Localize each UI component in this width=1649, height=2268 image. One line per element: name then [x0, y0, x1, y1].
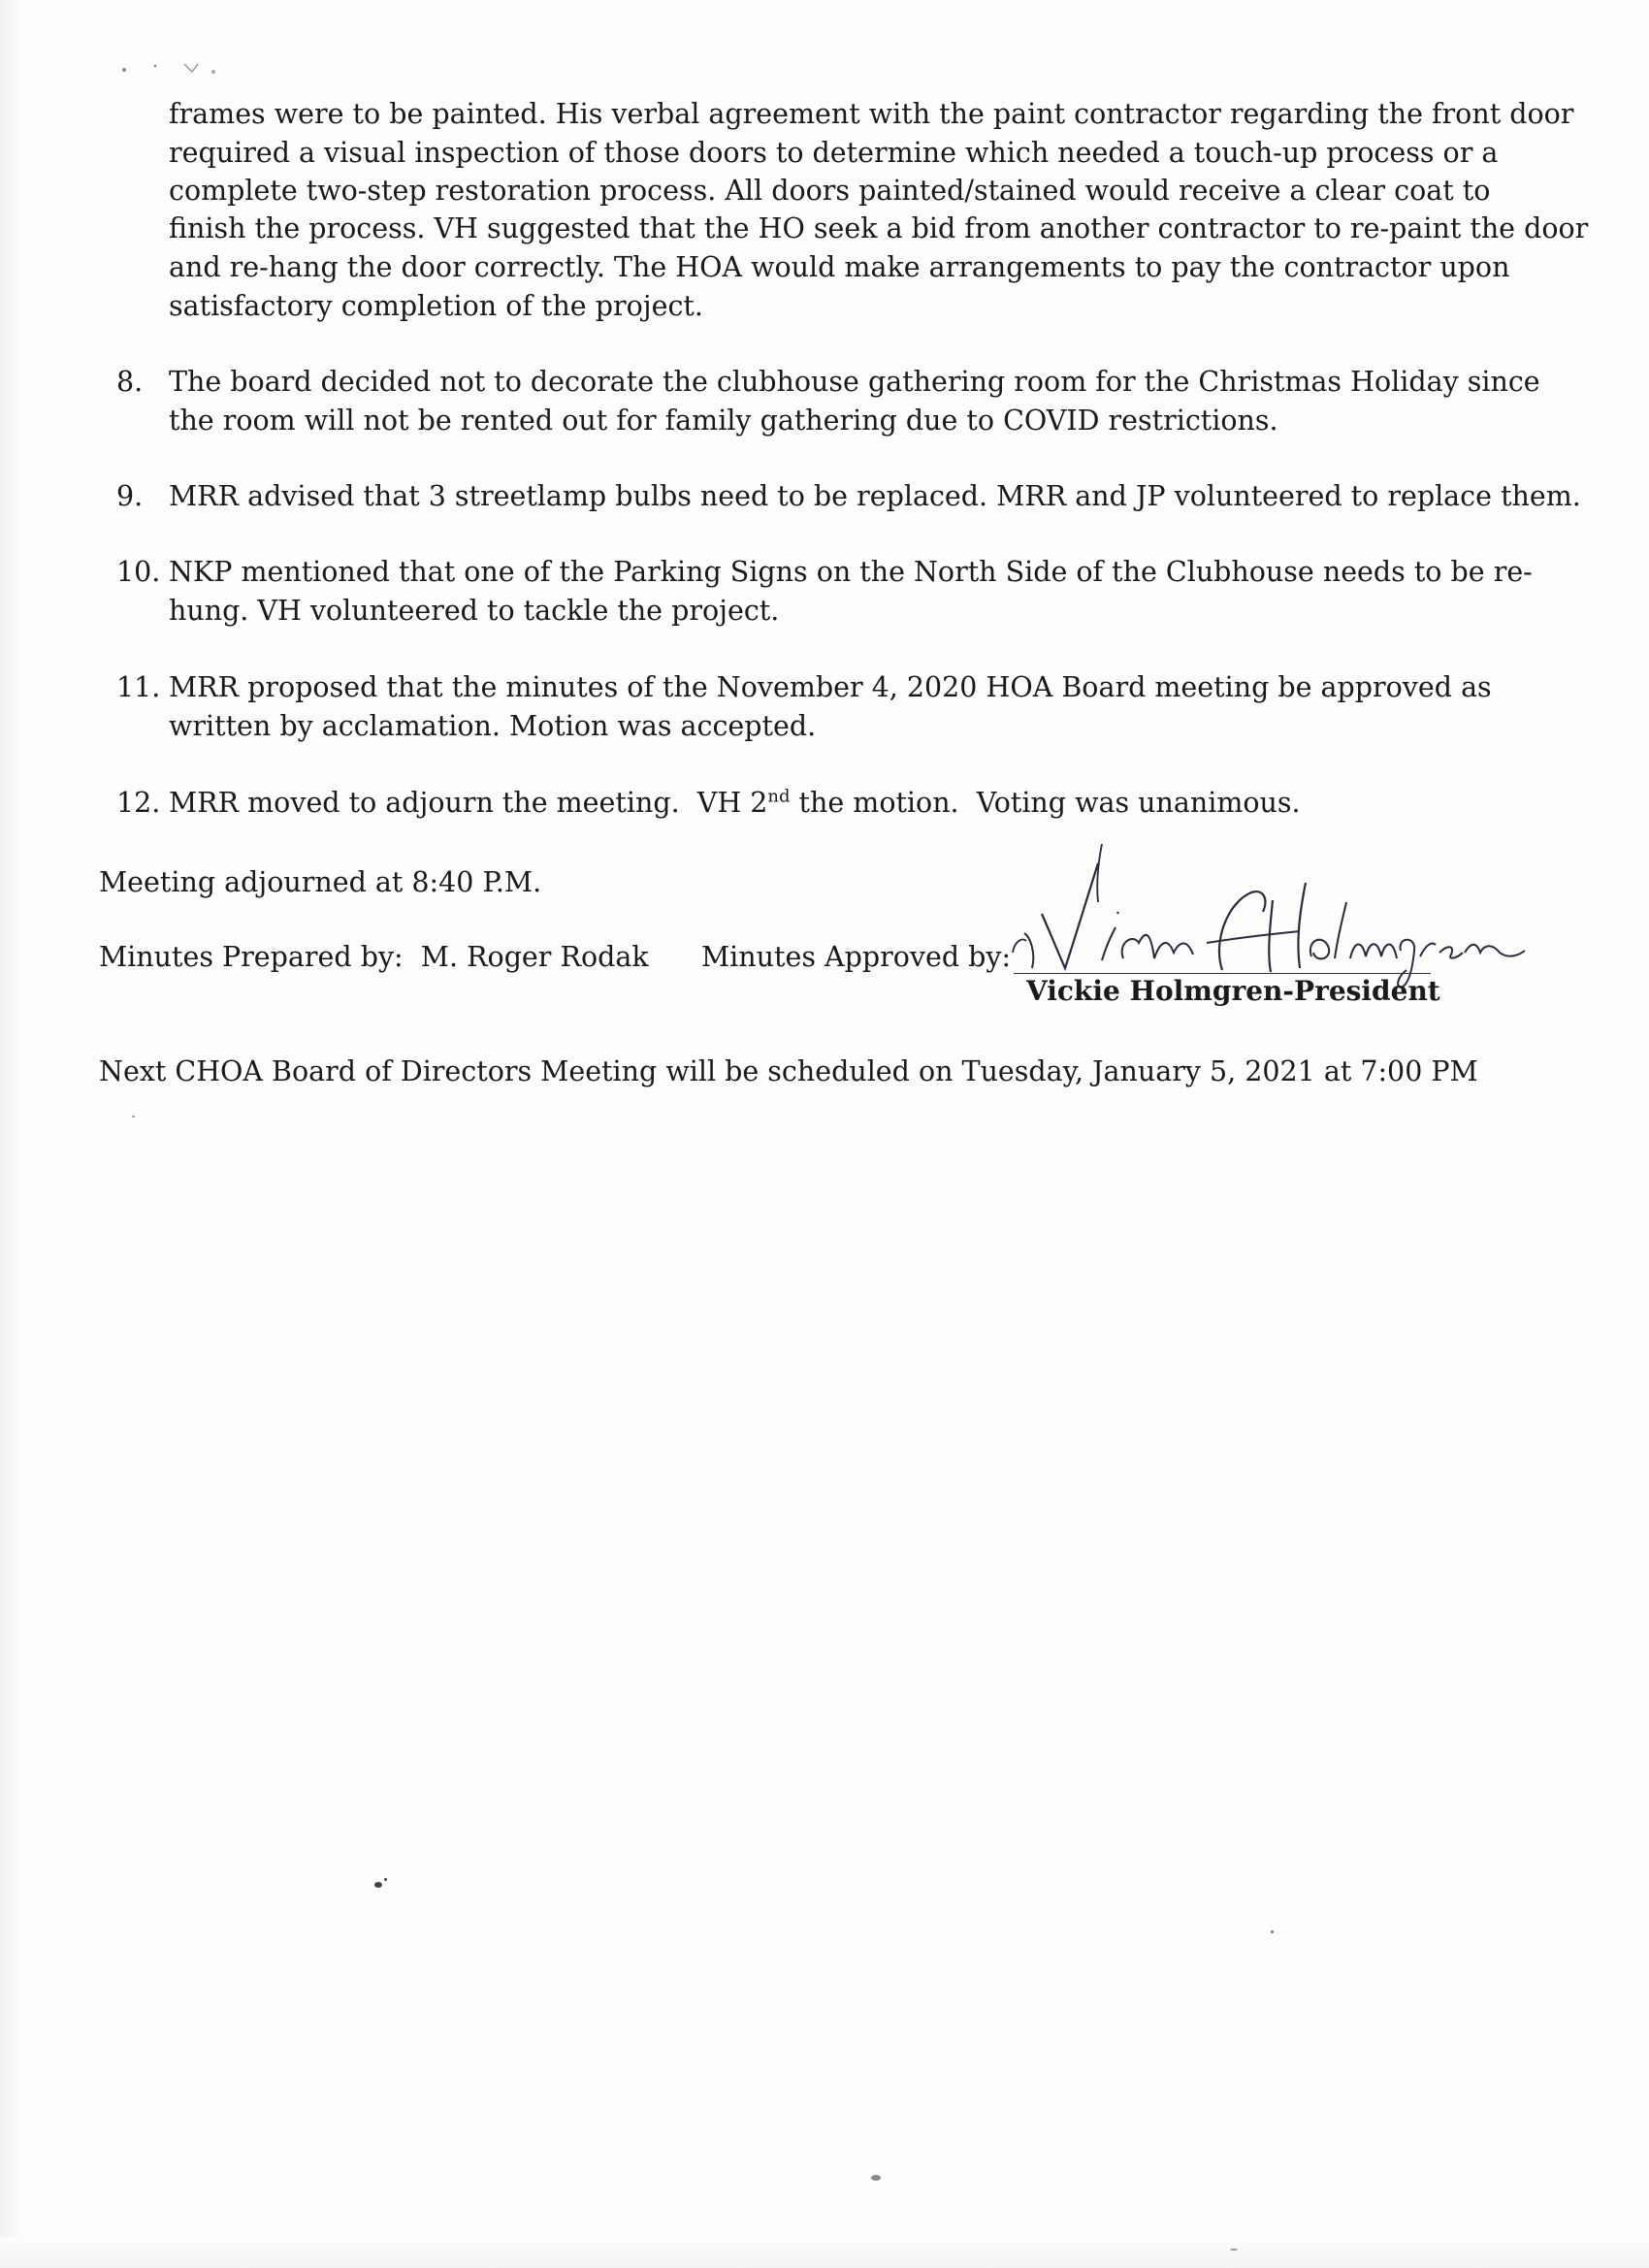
list-item-line: MRR proposed that the minutes of the November 4, 2020 HOA Board meeting be approved as [169, 671, 1492, 703]
meeting-adjourned: Meeting adjourned at 8:40 P.M. [99, 866, 542, 898]
paragraph-line: satisfactory completion of the project. [169, 290, 703, 322]
list-item-line: The board decided not to decorate the clubhouse gathering room for the Christmas Holiday since [169, 366, 1540, 398]
paragraph-line: finish the process. VH suggested that the HO seek a bid from another contractor to re-paint the door [169, 212, 1589, 244]
list-item-text [169, 553, 1571, 631]
scan-shadow-left [0, 0, 21, 2268]
list-item-line: MRR advised that 3 streetlamp bulbs need to be replaced. MRR and JP volunteered to replace them. [169, 480, 1581, 512]
list-item-line: written by acclamation. Motion was accepted. [169, 710, 817, 742]
list-item-line: the room will not be rented out for family gathering due to COVID restrictions. [169, 405, 1278, 437]
signer-name: Vickie Holmgren-President [1026, 975, 1440, 1007]
list-item-number: 11. [116, 671, 161, 703]
list-item-number: 8. [116, 366, 144, 398]
scan-speck [132, 1116, 135, 1118]
paragraph-line: frames were to be painted. His verbal agreement with the paint contractor regarding the front door [169, 98, 1574, 130]
minutes-prepared-by: Minutes Prepared by: M. Roger Rodak [99, 941, 649, 973]
list-item-text-part: MRR moved to adjourn the meeting. VH 2 [169, 787, 768, 819]
scan-speck [374, 1882, 382, 1888]
scan-speck [871, 2175, 881, 2181]
scan-shadow-bottom [0, 2237, 1649, 2268]
paragraph-line: required a visual inspection of those doors to determine which needed a touch-up process or a [169, 137, 1499, 169]
list-item-text [169, 784, 1571, 823]
paragraph-line: and re-hang the door correctly. The HOA would make arrangements to pay the contractor upon [169, 251, 1510, 283]
scan-speck [1230, 2249, 1238, 2251]
scan-artifact-mark [116, 58, 223, 85]
list-item-text [169, 668, 1571, 746]
paragraph-line: complete two-step restoration process. All doors painted/stained would receive a clear coat to [169, 175, 1491, 207]
list-item-line: NKP mentioned that one of the Parking Signs on the North Side of the Clubhouse needs to be re- [169, 556, 1533, 588]
list-item-number: 12. [116, 787, 161, 819]
handwritten-signature [1009, 844, 1552, 989]
minutes-approved-label: Minutes Approved by: [701, 941, 1012, 973]
scan-speck [1271, 1930, 1274, 1933]
scan-speck [384, 1878, 387, 1881]
ordinal-superscript: nd [767, 786, 791, 807]
list-item-number: 10. [116, 556, 161, 588]
next-meeting-notice: Next CHOA Board of Directors Meeting will be scheduled on Tuesday, January 5, 2021 at 7:00 PM [99, 1055, 1478, 1087]
list-item-text-part: the motion. Voting was unanimous. [790, 787, 1301, 819]
list-item-text [169, 363, 1571, 440]
list-item-text [169, 477, 1581, 516]
list-item-line: hung. VH volunteered to tackle the project. [169, 595, 780, 627]
list-item-number: 9. [116, 480, 144, 512]
